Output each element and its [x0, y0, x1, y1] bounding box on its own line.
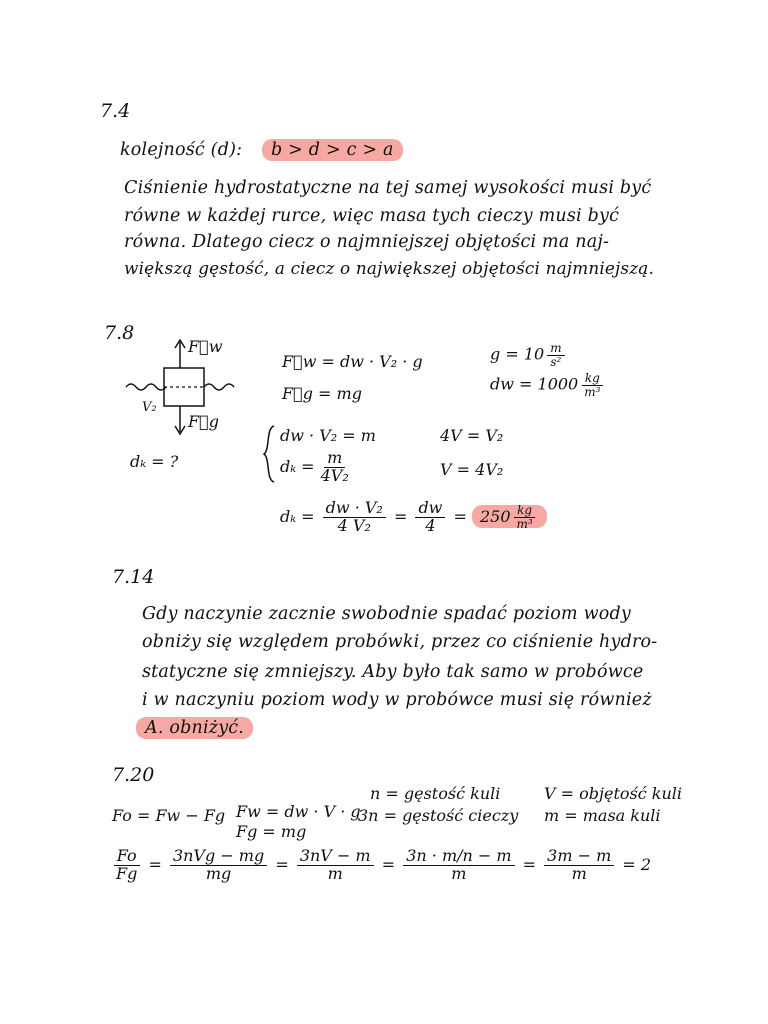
ratio-derivation: $\frac{Fo}{Fg}$ = $\frac{\text{3nVg − mg}}{mg}$ = $\frac{3nV - m}{m}$ = $\frac{3n \cdot m/n - m}{m}$ = $\frac{3m - m}{m}$ = 2	[110, 848, 651, 883]
volume-relation-1: 4V = V₂	[440, 426, 504, 445]
order-label: kolejność (d):	[120, 140, 243, 160]
p714-line-1: Gdy naczynie zacznie swobodnie spadać poziom wody	[142, 604, 631, 624]
p74-line-1: Ciśnienie hydrostatyczne na tej samej wysokości musi być	[124, 178, 652, 198]
unknown-density: dₖ = ?	[130, 452, 179, 471]
system-brace	[262, 424, 276, 484]
problem-number-7-4: 7.4	[100, 100, 131, 122]
eq-buoyancy-force: Fw = dw · V · g	[236, 802, 361, 821]
eq-gravity: F⃗g = mg	[282, 384, 362, 403]
system-eq-1: dw · V₂ = m	[280, 426, 376, 445]
volume-label: V₂	[142, 400, 157, 415]
problem-number-7-20: 7.20	[112, 764, 155, 786]
order-answer-highlight: b > d > c > a	[262, 139, 403, 161]
volume-relation-2: V = 4V₂	[440, 460, 504, 479]
p714-line-4: i w naczyniu poziom wody w probówce musi się również	[142, 690, 652, 710]
def-ball-mass: m = masa kuli	[544, 806, 661, 825]
given-g: g = 10 $\frac{m}{\text{s²}}$	[490, 342, 568, 368]
eq-resultant-force: Fo = Fw − Fg	[112, 806, 226, 825]
order-line	[120, 140, 403, 160]
problem-number-7-8: 7.8	[104, 322, 135, 344]
def-ball-volume: V = objętość kuli	[544, 784, 682, 803]
p74-line-4: większą gęstość, a ciecz o największej objętości najmniejszą.	[124, 258, 655, 278]
result-highlight: 250 $\frac{kg}{\text{m³}}$	[472, 505, 547, 528]
p714-line-2: obniży się względem probówki, przez co ciśnienie hydro-	[142, 632, 658, 652]
system-eq-2: dₖ = $\frac{m}{\text{4V₂}}$	[280, 448, 349, 485]
p74-line-2: równe w każdej rurce, więc masa tych cieczy musi być	[124, 206, 620, 226]
p714-line-3: statyczne się zmniejszy. Aby było tak samo w probówce	[142, 662, 644, 682]
eq-gravity-force: Fg = mg	[236, 822, 307, 841]
p714-answer-highlight: A. obniżyć.	[136, 718, 253, 738]
force-gravity-label: F⃗g	[188, 412, 219, 431]
def-liquid-density: 3n = gęstość cieczy	[358, 806, 519, 825]
def-ball-density: n = gęstość kuli	[370, 784, 501, 803]
problem-number-7-14: 7.14	[112, 566, 155, 588]
eq-buoyancy: F⃗w = dw · V₂ · g	[282, 352, 423, 371]
given-dw: dw = 1000 $\frac{kg}{\text{m³}}$	[490, 372, 606, 398]
final-calculation: dₖ = $\frac{\text{dw · V₂}}{\text{4 V₂}}$ = $\frac{dw}{4}$ = 250 $\frac{kg}{\text{m³}}$	[280, 500, 547, 535]
force-buoyancy-label: F⃗w	[188, 337, 223, 356]
p74-line-3: równa. Dlatego ciecz o najmniejszej objętości ma naj-	[124, 232, 610, 252]
